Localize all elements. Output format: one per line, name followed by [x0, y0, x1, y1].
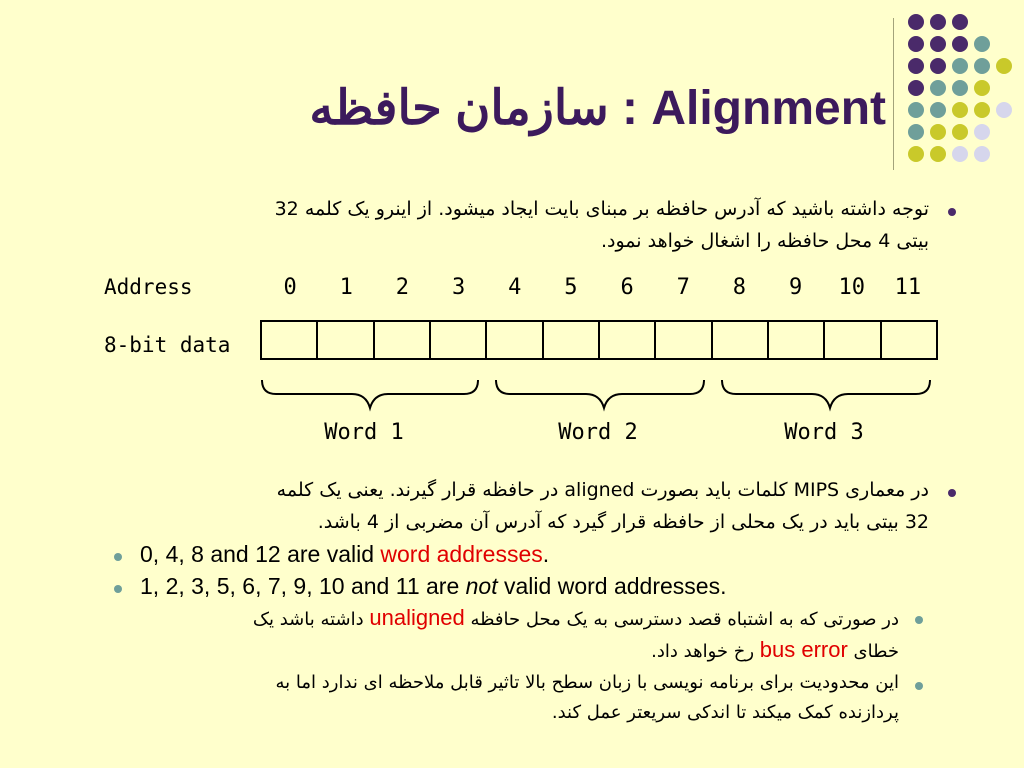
address-label: Address	[104, 275, 193, 299]
address-6: 6	[620, 275, 634, 300]
address-0: 0	[283, 275, 297, 300]
word-3-label: Word 3	[784, 420, 864, 445]
sub-bullet-3-text: در صورتی که به اشتباه قصد دسترسی به یک محل حافظه	[464, 609, 899, 630]
address-4: 4	[508, 275, 522, 300]
sub-bullet-2-text: 1, 2, 3, 5, 6, 7, 9, 10 and 11 are	[140, 573, 466, 599]
sub-bullet-3-highlight-2: bus error	[759, 637, 848, 662]
sub-bullet-3-end: داشته باشد یک	[252, 609, 370, 630]
sub-bullet-2-end: valid word addresses.	[497, 573, 727, 599]
sub-bullet-3	[69, 603, 899, 667]
slide-title: سازمان حافظه : Alignment	[309, 82, 886, 135]
bullet-2	[69, 474, 929, 538]
address-3: 3	[451, 275, 466, 300]
sub-bullet-4	[69, 668, 899, 728]
word-1-brace	[262, 380, 478, 408]
address-8: 8	[732, 275, 747, 300]
bullet-2-line-2: 32 بیتی باید در یک محلی از حافظه قرار گیرد که آدرس آن مضربی از 4 باشد.	[317, 511, 929, 533]
address-1: 1	[339, 275, 353, 300]
sub-bullet-2	[140, 573, 726, 600]
sub-bullet-icon	[114, 585, 122, 593]
sub-bullet-3-text-2: خطای	[847, 641, 899, 662]
sub-bullet-4-line-1: این محدودیت برای برنامه نویسی با زبان سطح بالا تاثیر قابل ملاحظه ای ندارد اما به	[275, 672, 899, 693]
address-7: 7	[676, 275, 690, 300]
sub-bullet-1-text: 0, 4, 8 and 12 are valid	[140, 541, 381, 567]
sub-bullet-4-line-2: پردازنده کمک میکند تا اندکی سریعتر عمل کند.	[551, 702, 899, 723]
word-2-label: Word 2	[558, 420, 638, 445]
address-10: 10	[838, 275, 865, 300]
address-5: 5	[564, 275, 578, 300]
address-9: 9	[788, 275, 803, 300]
bullet-icon	[948, 489, 956, 497]
data-label: 8-bit data	[104, 333, 231, 357]
sub-bullet-1-end: .	[542, 541, 550, 567]
word-3-brace	[722, 380, 930, 408]
sub-bullet-3-line-2	[69, 635, 899, 667]
sub-bullet-1	[140, 541, 549, 568]
sub-bullet-3-highlight: unaligned	[369, 605, 465, 630]
sub-bullet-1-highlight: word addresses	[380, 541, 543, 567]
sub-bullet-icon	[915, 616, 923, 624]
bullet-1-line-1: توجه داشته باشید که آدرس حافظه بر مبنای بایت ایجاد میشود. از اینرو یک کلمه 32	[274, 198, 929, 220]
sub-bullet-icon	[114, 553, 122, 561]
word-1-label: Word 1	[324, 420, 404, 445]
sub-bullet-icon	[915, 682, 923, 690]
address-2: 2	[395, 275, 410, 300]
address-11: 11	[894, 275, 922, 300]
bullet-1-line-2: بیتی 4 محل حافظه را اشغال خواهد نمود.	[600, 230, 929, 252]
word-2-brace	[496, 380, 704, 408]
sub-bullet-3-end-2: رخ خواهد داد.	[651, 641, 760, 662]
sub-bullet-3-line-1	[69, 603, 899, 635]
bullet-2-line-1: در معماری MIPS کلمات باید بصورت aligned در حافظه قرار گیرند. یعنی یک کلمه	[276, 479, 929, 501]
sub-bullet-2-italic: not	[465, 573, 498, 599]
